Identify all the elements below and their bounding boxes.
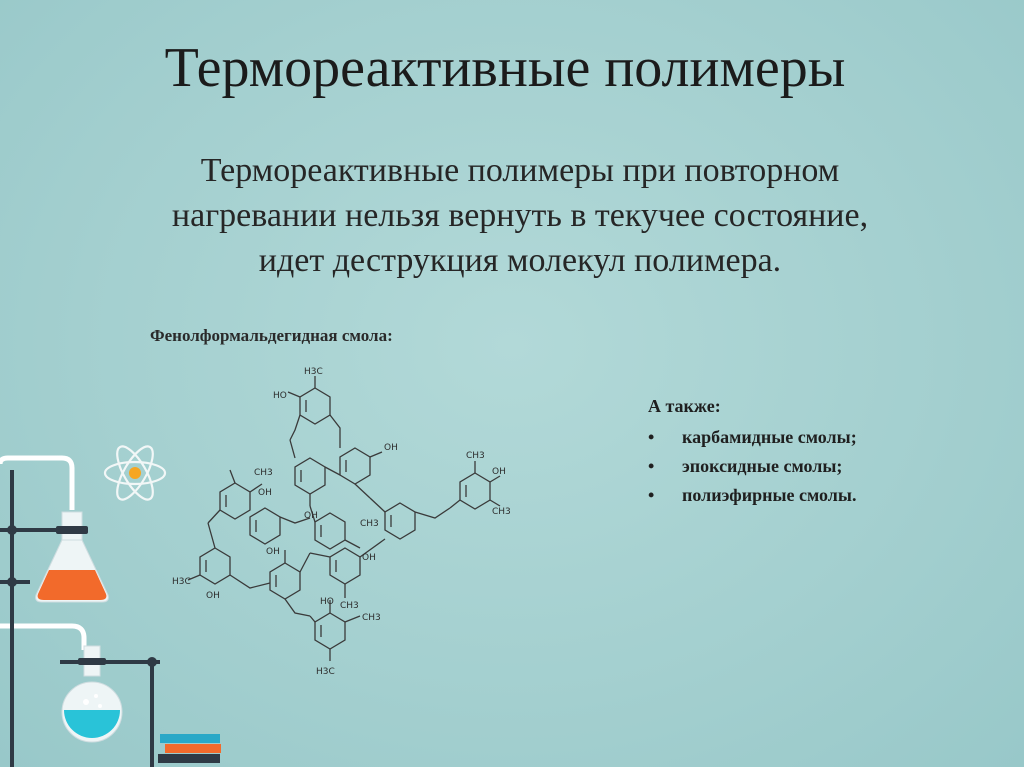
- label-oh: OH: [258, 488, 272, 498]
- label-ch3: CH3: [360, 519, 379, 529]
- books-icon: [158, 734, 221, 763]
- label-oh: OH: [384, 443, 398, 453]
- lab-equipment-illustration: [0, 430, 240, 767]
- label-oh: OH: [266, 547, 280, 557]
- lead-line-3: идет деструкция молекул полимера.: [258, 242, 782, 279]
- label-ch3: CH3: [254, 468, 273, 478]
- resin-caption: Фенолформальдегидная смола:: [150, 326, 393, 345]
- label-h3c: H3C: [316, 667, 335, 677]
- label-oh: OH: [206, 591, 220, 601]
- label-oh: OH: [362, 553, 376, 563]
- label-h3c: H3C: [172, 577, 191, 587]
- list-item-text: эпоксидные смолы;: [682, 456, 843, 476]
- label-ho: HO: [320, 597, 334, 607]
- label-oh: OH: [304, 511, 318, 521]
- label-ch3: CH3: [466, 451, 485, 461]
- slide-title: Термореактивные полимеры: [164, 37, 846, 99]
- label-h3c: H3C: [304, 367, 323, 377]
- resin-list: [648, 423, 857, 510]
- label-ch3: CH3: [492, 507, 511, 517]
- bullet: •: [648, 485, 655, 505]
- lead-line-2: нагревании нельзя вернуть в текучее состояние,: [171, 197, 869, 234]
- list-item: [648, 423, 857, 452]
- bullet: •: [648, 456, 655, 476]
- also-list-block: [648, 396, 857, 510]
- list-item: [648, 452, 857, 481]
- label-ch3: CH3: [362, 613, 381, 623]
- label-ho: HO: [273, 391, 287, 401]
- list-item-text: полиэфирные смолы.: [682, 485, 857, 505]
- also-title: А также:: [648, 396, 721, 416]
- bullet: •: [648, 427, 655, 447]
- flask-orange-icon: [36, 512, 109, 602]
- list-item: [648, 481, 857, 510]
- lead-paragraph: [60, 148, 980, 283]
- label-oh: OH: [492, 467, 506, 477]
- label-ch3: CH3: [340, 601, 359, 611]
- lead-line-1: Термореактивные полимеры при повторном: [200, 152, 840, 189]
- list-item-text: карбамидные смолы;: [682, 427, 857, 447]
